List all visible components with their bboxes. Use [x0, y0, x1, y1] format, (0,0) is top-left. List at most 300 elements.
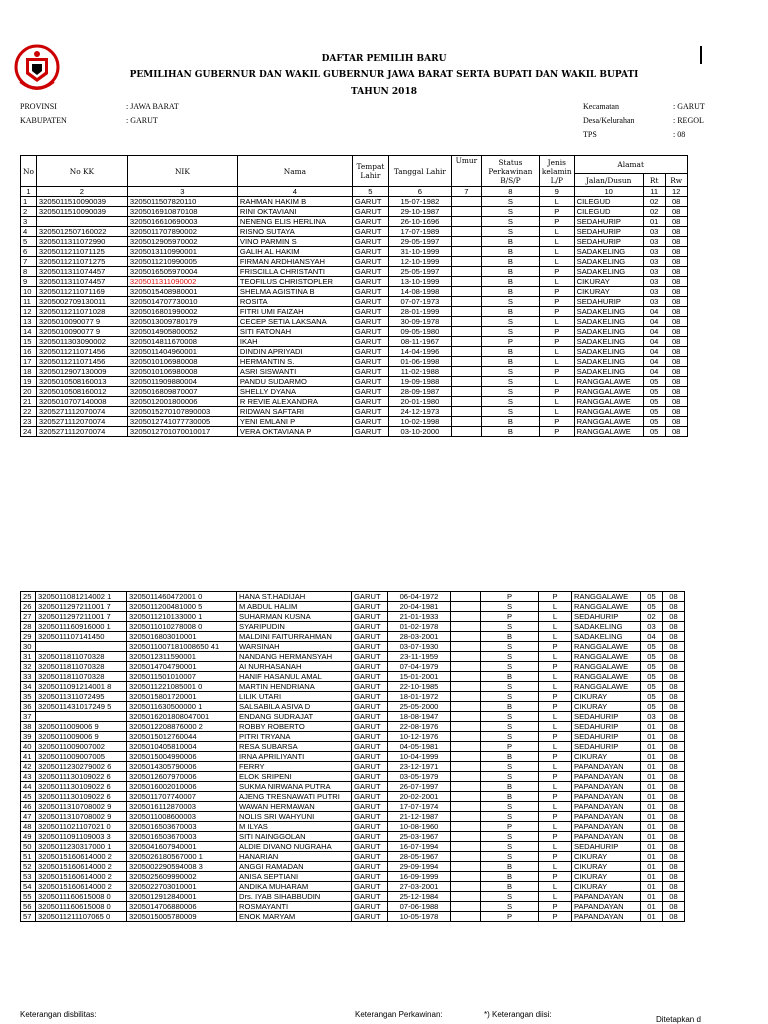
table-cell: GARUT	[352, 832, 388, 842]
table-cell: 07-06-1988	[388, 902, 451, 912]
table-row	[21, 257, 688, 267]
table-cell	[451, 802, 481, 812]
table-cell: GARUT	[352, 732, 388, 742]
table-row	[21, 327, 688, 337]
table-cell: B	[481, 307, 539, 317]
table-cell: 01	[641, 802, 663, 812]
table-cell: GARUT	[352, 812, 388, 822]
table-cell: RANGGALAWE	[574, 407, 643, 417]
table-cell: B	[481, 247, 539, 257]
table-cell: CIKURAY	[572, 862, 641, 872]
table-cell: 08	[663, 632, 685, 642]
column-number: 1	[21, 187, 37, 197]
table-cell: RANGGALAWE	[574, 377, 643, 387]
table-cell: 3205010106980008	[127, 367, 237, 377]
table-cell: P	[539, 702, 572, 712]
table-cell: 3205016503670003	[127, 822, 237, 832]
table-cell: 08	[663, 842, 685, 852]
table-cell: 01	[641, 782, 663, 792]
table-cell: 08	[665, 367, 687, 377]
table-cell: 28-01-1999	[388, 307, 451, 317]
table-cell: S	[481, 407, 539, 417]
table-cell: B	[481, 427, 539, 437]
table-cell: 01-06-1998	[388, 357, 451, 367]
table-cell: S	[481, 652, 539, 662]
table-cell: 03-05-1979	[388, 772, 451, 782]
table-cell: HANIF HASANUL AMAL	[237, 672, 352, 682]
table-row	[21, 317, 688, 327]
table-cell: 25-05-2000	[388, 702, 451, 712]
table-row	[21, 862, 685, 872]
table-cell: HANA ST.HADIJAH	[237, 592, 352, 602]
col-tanggal-lahir: Tanggal Lahir	[388, 156, 451, 187]
table-cell	[451, 812, 481, 822]
table-cell: 38	[21, 722, 36, 732]
table-cell: 04	[643, 357, 665, 367]
table-cell: PAPANDAYAN	[572, 792, 641, 802]
table-cell: S	[481, 227, 539, 237]
voter-table-page2	[20, 591, 685, 922]
table-cell: 08	[663, 642, 685, 652]
table-cell: 03	[643, 237, 665, 247]
table-cell: 08	[665, 347, 687, 357]
table-cell: S	[481, 622, 539, 632]
table-cell: GARUT	[352, 752, 388, 762]
table-cell: 05	[641, 592, 663, 602]
table-cell: 3205010508160012	[36, 387, 127, 397]
table-cell: NANDANG HERMANSYAH	[237, 652, 352, 662]
table-cell: 04	[643, 347, 665, 357]
table-cell: PANDU SUDARMO	[237, 377, 352, 387]
col-tempat-lahir: Tempat Lahir	[352, 156, 388, 187]
table-cell: 01-02-1978	[388, 622, 451, 632]
table-row	[21, 872, 685, 882]
table-cell: 49	[21, 832, 36, 842]
table-cell: PITRI TRYANA	[237, 732, 352, 742]
table-cell: 15	[21, 337, 37, 347]
table-cell: 3205015005780009	[127, 912, 237, 922]
table-cell: GARUT	[352, 882, 388, 892]
table-cell: 08	[665, 257, 687, 267]
table-cell: P	[539, 297, 574, 307]
table-cell: L	[539, 357, 574, 367]
table-cell: MARTIN HENDRIANA	[237, 682, 352, 692]
table-cell: SEDAHURIP	[574, 217, 643, 227]
table-cell: 41	[21, 752, 36, 762]
table-cell: TEOFILUS CHRISTOPLER	[237, 277, 352, 287]
table-cell: 08	[665, 277, 687, 287]
table-cell: 25-12-1984	[388, 892, 451, 902]
table-cell: GARUT	[352, 892, 388, 902]
table-cell: 4	[21, 227, 37, 237]
table-cell	[451, 237, 481, 247]
table-cell: RINI OKTAVIANI	[237, 207, 352, 217]
table-cell: 03	[643, 257, 665, 267]
table-cell: SADAKELING	[574, 307, 643, 317]
table-cell: FRISCILLA CHRISTANTI	[237, 267, 352, 277]
meta-left	[20, 100, 179, 128]
table-cell: P	[539, 872, 572, 882]
table-cell: L	[539, 722, 572, 732]
table-cell	[451, 267, 481, 277]
table-cell: L	[539, 407, 574, 417]
table-row	[21, 217, 688, 227]
table-cell: 3205011311072495	[36, 692, 127, 702]
table-cell: RANGGALAWE	[572, 592, 641, 602]
table-cell: 22-08-1976	[388, 722, 451, 732]
table-cell: 01	[641, 892, 663, 902]
table-cell: S	[481, 682, 539, 692]
table-cell: 18-08-1947	[388, 712, 451, 722]
table-cell: 25-05-1997	[388, 267, 451, 277]
table-cell: 3205010090077 9	[36, 317, 127, 327]
table-cell: GARUT	[352, 277, 388, 287]
table-row	[21, 662, 685, 672]
table-cell: GARUT	[352, 852, 388, 862]
table-cell	[451, 387, 481, 397]
table-cell: SADAKELING	[574, 267, 643, 277]
table-cell: RAHMAN HAKIM B	[237, 197, 352, 207]
table-cell: S	[481, 217, 539, 227]
table-cell: P	[539, 387, 574, 397]
table-cell: FITRI UMI FAIZAH	[237, 307, 352, 317]
table-cell	[451, 852, 481, 862]
table-row	[21, 892, 685, 902]
table-cell: SHELMA AGISTINA B	[237, 287, 352, 297]
table-cell: SADAKELING	[574, 337, 643, 347]
table-cell	[451, 317, 481, 327]
table-cell: RANGGALAWE	[574, 387, 643, 397]
table-cell: S	[481, 377, 539, 387]
table-cell: 20-04-1981	[388, 602, 451, 612]
table-cell: 12-10-1999	[388, 257, 451, 267]
table-cell: RANGGALAWE	[574, 427, 643, 437]
table-cell: 45	[21, 792, 36, 802]
table-cell	[451, 592, 481, 602]
table-cell: AJENG TRESNAWATI PUTRI	[237, 792, 352, 802]
table-cell: NENENG ELIS HERLINA	[237, 217, 352, 227]
col-jalan: Jalan/Dusun	[574, 174, 643, 187]
table-cell	[451, 602, 481, 612]
table-cell: 3205011311074457	[36, 267, 127, 277]
table-cell	[451, 197, 481, 207]
table-cell: 3205016610690003	[127, 217, 237, 227]
table-cell: SADAKELING	[574, 247, 643, 257]
table-cell	[451, 297, 481, 307]
table-cell: 05	[641, 672, 663, 682]
table-cell: GARUT	[352, 287, 388, 297]
table-cell: 23	[21, 417, 37, 427]
table-cell: 1	[21, 197, 37, 207]
table-cell: 3205016803010001	[127, 632, 237, 642]
table-row	[21, 367, 688, 377]
table-cell: SADAKELING	[574, 357, 643, 367]
table-cell: 16	[21, 347, 37, 357]
table-cell: SADAKELING	[572, 632, 641, 642]
table-cell: 08	[665, 237, 687, 247]
table-cell: 10-05-1978	[388, 912, 451, 922]
table-cell: GARUT	[352, 722, 388, 732]
table-cell: GARUT	[352, 662, 388, 672]
meta-label: Kecamatan	[583, 102, 619, 111]
table-cell: 3205016201808047001	[127, 712, 237, 722]
table-cell: 18	[21, 367, 37, 377]
table-cell	[451, 277, 481, 287]
table-cell: 08	[663, 822, 685, 832]
table-cell: 3205016505970004	[127, 267, 237, 277]
table-cell	[451, 772, 481, 782]
table-cell: P	[539, 772, 572, 782]
table-cell: 09-05-1980	[388, 327, 451, 337]
table-cell: 17	[21, 357, 37, 367]
table-cell: 3205011230317000 1	[36, 842, 127, 852]
table-cell: L	[539, 682, 572, 692]
table-cell: P	[481, 822, 539, 832]
table-cell: 3205015408980001	[127, 287, 237, 297]
table-cell: P	[481, 912, 539, 922]
table-cell: 3205002290594008 3	[127, 862, 237, 872]
table-cell: P	[481, 612, 539, 622]
table-row	[21, 752, 685, 762]
table-cell: GARUT	[352, 357, 388, 367]
table-cell: 29	[21, 632, 36, 642]
meta-value: : 08	[673, 130, 686, 139]
table-cell: 22-10-1985	[388, 682, 451, 692]
table-cell: S	[481, 892, 539, 902]
table-cell: 25-03-1967	[388, 832, 451, 842]
table-cell: 3205011811070328	[36, 662, 127, 672]
table-cell	[451, 257, 481, 267]
meta-label: KABUPATEN	[20, 116, 67, 125]
table-cell: L	[539, 842, 572, 852]
col-nama: Nama	[237, 156, 352, 187]
table-row	[21, 632, 685, 642]
table-row	[21, 247, 688, 257]
table-cell: GARUT	[352, 782, 388, 792]
table-cell: SADAKELING	[572, 622, 641, 632]
table-cell: L	[539, 612, 572, 622]
table-cell: 3205041607940001	[127, 842, 237, 852]
table-cell: L	[539, 317, 574, 327]
table-cell: B	[481, 267, 539, 277]
table-cell: 3205011160916000 1	[36, 622, 127, 632]
col-status: Status Perkawinan B/S/P	[481, 156, 539, 187]
table-cell: 08	[663, 762, 685, 772]
table-cell: 3205271112070074	[36, 417, 127, 427]
table-cell: 3205011107141450	[36, 632, 127, 642]
meta-label: PROVINSI	[20, 102, 57, 111]
table-cell: 47	[21, 812, 36, 822]
table-cell: WARSINAH	[237, 642, 352, 652]
table-cell: 8	[21, 267, 37, 277]
table-cell: S	[481, 762, 539, 772]
table-cell: 10-02-1998	[388, 417, 451, 427]
table-cell: GARUT	[352, 822, 388, 832]
table-row	[21, 397, 688, 407]
table-cell: S	[481, 207, 539, 217]
table-cell: B	[481, 672, 539, 682]
table-cell: 08	[663, 602, 685, 612]
meta-tps	[583, 128, 768, 142]
table-cell: 28	[21, 622, 36, 632]
table-cell: S	[481, 197, 539, 207]
table-cell: 3205011297211001 7	[36, 602, 127, 612]
table-cell: L	[539, 802, 572, 812]
table-cell: RANGGALAWE	[572, 672, 641, 682]
table-cell: 15-01-2001	[388, 672, 451, 682]
table-row	[21, 287, 688, 297]
table-cell	[451, 682, 481, 692]
table-cell: B	[481, 357, 539, 367]
table-cell: 08	[663, 622, 685, 632]
table-cell: 3205011091109003 3	[36, 832, 127, 842]
table-cell: P	[539, 287, 574, 297]
table-cell: 3205011009007005	[36, 752, 127, 762]
table-cell: 3205011007181008650 41	[127, 642, 237, 652]
table-row	[21, 732, 685, 742]
table-row	[21, 902, 685, 912]
table-cell: 03	[643, 247, 665, 257]
table-cell: 04	[643, 307, 665, 317]
table-cell: RANGGALAWE	[572, 642, 641, 652]
table-cell: PAPANDAYAN	[572, 912, 641, 922]
table-cell: GARUT	[352, 347, 388, 357]
table-cell: GARUT	[352, 297, 388, 307]
table-cell: GARUT	[352, 397, 388, 407]
table-cell: SUKMA NIRWANA PUTRA	[237, 782, 352, 792]
table-cell: 3205011211071125	[36, 247, 127, 257]
table-cell: L	[539, 237, 574, 247]
table-cell: ANDIKA MUHARAM	[237, 882, 352, 892]
table-cell: 3205016002010006	[127, 782, 237, 792]
table-cell: 3205002709130011	[36, 297, 127, 307]
table-cell: 04	[643, 327, 665, 337]
col-no: No	[21, 156, 37, 187]
table-cell: 3205011211071275	[36, 257, 127, 267]
table-cell: SEDAHURIP	[572, 732, 641, 742]
table-cell: GARUT	[352, 237, 388, 247]
table-cell	[451, 427, 481, 437]
table-cell: 11-02-1988	[388, 367, 451, 377]
table-cell: FIRMAN ARDHIANSYAH	[237, 257, 352, 267]
table-cell: ROSMAYANTI	[237, 902, 352, 912]
table-cell	[451, 892, 481, 902]
table-cell: 39	[21, 732, 36, 742]
table-cell: 05	[641, 602, 663, 612]
table-cell: 3205011160615008 0	[36, 902, 127, 912]
table-row	[21, 307, 688, 317]
table-cell: L	[539, 882, 572, 892]
table-row	[21, 612, 685, 622]
table-cell: 05	[641, 642, 663, 652]
table-cell: ANGGI RAMADAN	[237, 862, 352, 872]
table-cell: 05	[643, 387, 665, 397]
table-row	[21, 742, 685, 752]
table-cell: 3205011310708002 9	[36, 802, 127, 812]
table-cell: GARUT	[352, 842, 388, 852]
table-row	[21, 692, 685, 702]
table-row	[21, 387, 688, 397]
table-cell: 3205011510090039	[36, 207, 127, 217]
table-cell: P	[539, 367, 574, 377]
table-cell: 05	[641, 692, 663, 702]
table-cell: 05	[641, 662, 663, 672]
table-row	[21, 297, 688, 307]
table-row	[21, 622, 685, 632]
table-cell: 03	[641, 712, 663, 722]
table-cell: PAPANDAYAN	[572, 802, 641, 812]
table-cell: 3205011008600003	[127, 812, 237, 822]
col-umur: Umur	[451, 156, 481, 187]
table-cell	[451, 832, 481, 842]
table-cell: 07-04-1979	[388, 662, 451, 672]
table-cell: 05	[643, 407, 665, 417]
table-cell: 15-07-1982	[388, 197, 451, 207]
table-cell: GARUT	[352, 197, 388, 207]
table-cell: 08	[665, 377, 687, 387]
table-cell	[451, 722, 481, 732]
table-cell: ENOK MARYAM	[237, 912, 352, 922]
table-cell: 14	[21, 327, 37, 337]
column-number: 7	[451, 187, 481, 197]
table-cell: 06-04-1972	[388, 592, 451, 602]
table-cell	[451, 642, 481, 652]
table-cell: SALSABILA ASIVA D	[237, 702, 352, 712]
table-cell: GARUT	[352, 592, 388, 602]
table-cell: 26-07-1997	[388, 782, 451, 792]
table-row	[21, 417, 688, 427]
table-cell	[451, 417, 481, 427]
table-cell: PAPANDAYAN	[572, 782, 641, 792]
table-body-page1	[21, 197, 688, 437]
table-cell: 08	[663, 792, 685, 802]
table-cell: GARUT	[352, 632, 388, 642]
table-cell: 3205010405810004	[127, 742, 237, 752]
table-cell: 08	[665, 337, 687, 347]
footer-perkawinan: Keterangan Perkawinan:	[355, 1010, 443, 1019]
table-cell: 3205011160615008 0	[36, 892, 127, 902]
table-cell: CILEGUD	[574, 197, 643, 207]
table-cell: 08	[663, 712, 685, 722]
table-cell: 10-12-1976	[388, 732, 451, 742]
table-cell	[451, 882, 481, 892]
table-cell: YENI EMLANI P	[237, 417, 352, 427]
table-cell: P	[539, 662, 572, 672]
table-cell: 5	[21, 237, 37, 247]
table-cell: 32	[21, 662, 36, 672]
table-cell: GARUT	[352, 762, 388, 772]
table-cell: 3205011091214001 8	[36, 682, 127, 692]
table-row	[21, 592, 685, 602]
table-cell: S	[481, 367, 539, 377]
table-cell: SADAKELING	[574, 347, 643, 357]
table-cell: GARUT	[352, 672, 388, 682]
table-cell: 2	[21, 207, 37, 217]
table-cell: M ABDUL HALIM	[237, 602, 352, 612]
table-cell: 29-09-1994	[388, 862, 451, 872]
table-cell: 3205011510090039	[36, 197, 127, 207]
table-cell: 16-09-1999	[388, 872, 451, 882]
table-cell	[451, 652, 481, 662]
table-cell: 03-07-1930	[388, 642, 451, 652]
table-cell: P	[539, 902, 572, 912]
table-cell: SEDAHURIP	[572, 712, 641, 722]
table-cell	[36, 217, 127, 227]
table-cell: 3205011707890002	[127, 227, 237, 237]
table-cell	[451, 782, 481, 792]
table-cell: SEDAHURIP	[572, 842, 641, 852]
table-cell: 3205011130109022 6	[36, 782, 127, 792]
